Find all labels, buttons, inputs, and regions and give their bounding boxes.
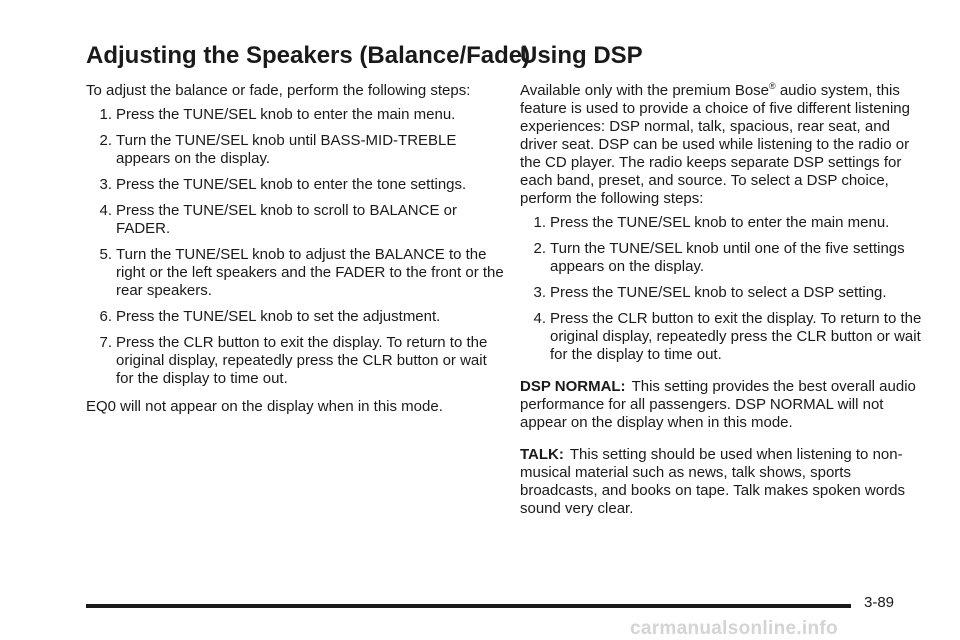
term-text: This setting should be used when listening to non-musical material such as news, talk shows, sports broadcasts, and books on tape. Talk makes spoken words sound very clear. <box>520 446 905 517</box>
step-number: 3. <box>533 284 546 301</box>
step-number: 1. <box>99 106 112 123</box>
step-number: 6. <box>99 308 112 325</box>
step-item <box>86 106 506 124</box>
dsp-normal-definition <box>520 378 930 432</box>
dsp-intro-start: Available only with the premium Bose <box>520 82 770 99</box>
balance-fade-steps <box>86 106 506 388</box>
step-text: Turn the TUNE/SEL knob to adjust the BALANCE to the right or the left speakers and the FADER to the front or the rear speakers. <box>116 246 504 299</box>
eq0-note: EQ0 will not appear on the display when in this mode. <box>86 398 443 415</box>
dsp-intro <box>520 82 930 208</box>
step-number: 5. <box>99 246 112 263</box>
registered-mark: ® <box>769 81 776 91</box>
step-number: 4. <box>533 310 546 327</box>
step-item <box>86 202 506 238</box>
step-text: Press the TUNE/SEL knob to enter the main menu. <box>116 106 456 123</box>
step-item <box>520 240 930 276</box>
step-number: 2. <box>533 240 546 257</box>
watermark: carmanualsonline.info <box>630 618 838 639</box>
talk-definition <box>520 446 930 518</box>
step-item <box>520 284 930 302</box>
step-number: 4. <box>99 202 112 219</box>
step-item <box>86 246 506 300</box>
step-number: 7. <box>99 334 112 351</box>
step-text: Press the CLR button to exit the display. To return to the original display, repeatedly press the CLR button or wait for the display to time out. <box>550 310 922 363</box>
left-column <box>86 40 531 416</box>
step-item <box>520 310 930 364</box>
step-text: Press the TUNE/SEL knob to select a DSP setting. <box>550 284 887 301</box>
step-item <box>86 176 506 194</box>
step-number: 3. <box>99 176 112 193</box>
dsp-intro-rest: audio system, this feature is used to provide a choice of five different listening experiences: DSP normal, talk, spacious, rear seat, and driver seat. DSP can be used while listening to the radio or the CD player. The radio keeps separate DSP settings for each band, preset, and source. To select a DSP choice, perform the following steps: <box>520 82 910 207</box>
footer-rule <box>86 604 851 608</box>
step-item <box>86 308 506 326</box>
step-number: 1. <box>533 214 546 231</box>
step-number: 2. <box>99 132 112 149</box>
step-text: Press the CLR button to exit the display. To return to the original display, repeatedly press the CLR button or wait for the display to time out. <box>116 334 488 387</box>
term-text: This setting provides the best overall audio performance for all passengers. DSP NORMAL will not appear on the display when in this mode. <box>520 378 916 431</box>
step-item <box>520 214 930 232</box>
term-label: DSP NORMAL: <box>520 378 626 395</box>
step-text: Turn the TUNE/SEL knob until BASS-MID-TREBLE appears on the display. <box>116 132 457 167</box>
right-column <box>520 40 930 518</box>
step-item <box>86 334 506 388</box>
step-text: Press the TUNE/SEL knob to scroll to BALANCE or FADER. <box>116 202 457 237</box>
balance-fade-heading: Adjusting the Speakers (Balance/Fade) <box>86 42 531 69</box>
term-label: TALK: <box>520 446 564 463</box>
step-text: Press the TUNE/SEL knob to set the adjustment. <box>116 308 441 325</box>
step-text: Press the TUNE/SEL knob to enter the main menu. <box>550 214 890 231</box>
step-item <box>86 132 506 168</box>
page-number: 3-89 <box>864 594 895 611</box>
balance-fade-intro: To adjust the balance or fade, perform the following steps: <box>86 82 471 99</box>
step-text: Press the TUNE/SEL knob to enter the tone settings. <box>116 176 467 193</box>
dsp-steps <box>520 214 930 364</box>
using-dsp-heading: Using DSP <box>520 42 643 69</box>
step-text: Turn the TUNE/SEL knob until one of the five settings appears on the display. <box>550 240 905 275</box>
